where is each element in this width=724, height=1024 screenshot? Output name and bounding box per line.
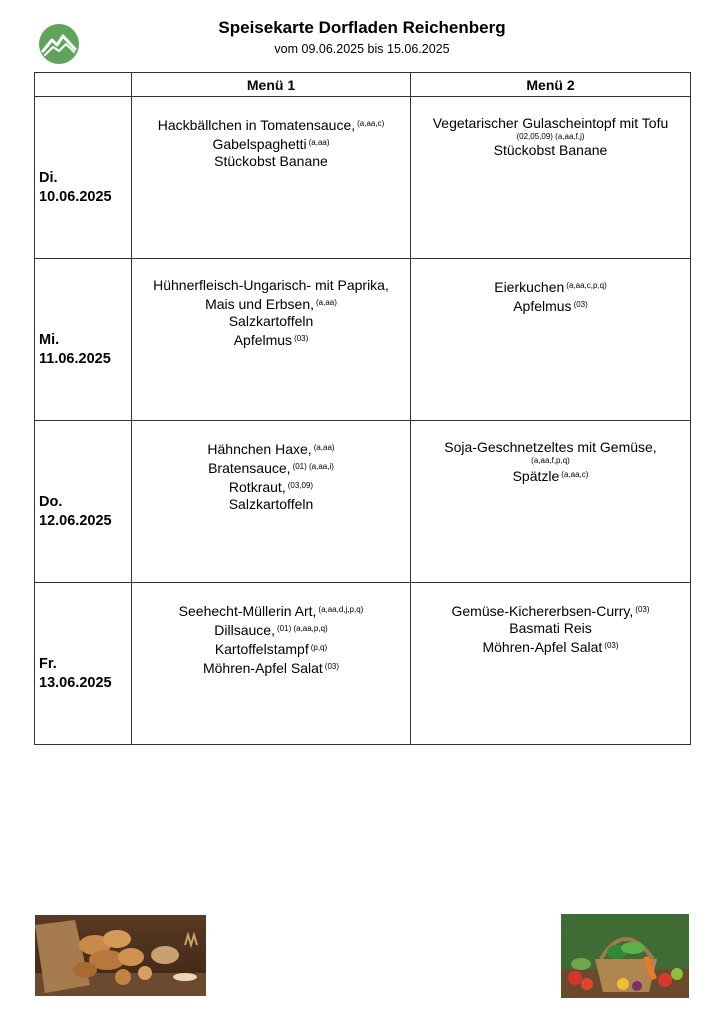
day-cell [35, 583, 132, 745]
allergen-codes: (a,aa,f,p,q) [531, 456, 570, 465]
weekday-label: Di. [39, 169, 58, 186]
allergen-codes: (a,aa,c) [357, 119, 385, 128]
dish-line [132, 153, 410, 170]
dish-line [411, 142, 690, 159]
dish-line [411, 637, 690, 656]
dish-line [411, 601, 690, 620]
table-row [35, 97, 691, 259]
date-label: 11.06.2025 [39, 350, 111, 367]
dish-line [132, 115, 410, 134]
dish-line [132, 620, 410, 639]
menu1-cell [132, 97, 411, 259]
dish-name: Vegetarischer Gulascheintopf mit Tofu [432, 115, 669, 131]
date-label: 12.06.2025 [39, 512, 112, 529]
dish-name: Möhren-Apfel Salat [482, 639, 603, 655]
dish-line [411, 466, 690, 485]
dish-name: Seehecht-Müllerin Art, [178, 603, 317, 619]
day-cell [35, 421, 132, 583]
allergen-codes: (01) (a,aa,i) [292, 462, 334, 471]
dish-name: Hähnchen Haxe, [207, 441, 312, 457]
allergen-codes: (03) [573, 300, 588, 309]
dish-line [132, 313, 410, 330]
allergen-codes: (a,aa,d,j,p,q) [318, 605, 364, 614]
menu2-cell [411, 421, 691, 583]
dish-name: Stückobst Banane [493, 142, 608, 158]
allergen-codes: (a,aa,c,p,q) [566, 281, 607, 290]
date-label: 10.06.2025 [39, 188, 112, 205]
menu1-cell [132, 421, 411, 583]
table-row [35, 421, 691, 583]
dish-name: Hühnerfleisch-Ungarisch- mit Paprika, [153, 277, 389, 293]
dish-line [132, 458, 410, 477]
dish-line [132, 294, 410, 313]
dish-name: Apfelmus [513, 298, 572, 314]
header-menu1: Menü 1 [132, 73, 411, 97]
allergen-codes: (03) [635, 605, 650, 614]
menu-table [34, 72, 691, 745]
dish-line [411, 296, 690, 315]
dish-line [411, 132, 690, 142]
allergen-codes: (02,05,09) (a,aa,f,j) [516, 132, 585, 141]
dish-name: Eierkuchen [494, 279, 565, 295]
dish-line [411, 439, 690, 456]
allergen-codes: (03) [294, 334, 309, 343]
weekday-label: Fr. [39, 655, 57, 672]
weekday-label: Mi. [39, 331, 60, 348]
dish-line [132, 134, 410, 153]
dish-name: Spätzle [512, 468, 560, 484]
menu2-cell [411, 259, 691, 421]
dish-name: Gabelspaghetti [212, 136, 307, 152]
date-range: vom 09.06.2025 bis 15.06.2025 [274, 42, 450, 56]
menu1-cell [132, 259, 411, 421]
dish-line [132, 330, 410, 349]
dish-name: Möhren-Apfel Salat [202, 660, 323, 676]
dish-name: Salzkartoffeln [228, 496, 314, 512]
allergen-codes: (03) [604, 641, 619, 650]
dish-line [132, 277, 410, 294]
dish-line [132, 439, 410, 458]
dish-name: Rotkraut, [228, 479, 286, 495]
dish-name: Gemüse-Kichererbsen-Curry, [451, 603, 634, 619]
menu2-cell [411, 583, 691, 745]
dish-name: Dillsauce, [214, 622, 275, 638]
allergen-codes: (01) (a,aa,p,q) [277, 624, 328, 633]
vegetables-photo [561, 914, 689, 998]
allergen-codes: (p,q) [310, 643, 328, 652]
menu1-cell [132, 583, 411, 745]
table-row [35, 583, 691, 745]
day-cell [35, 97, 132, 259]
allergen-codes: (03,09) [287, 481, 314, 490]
table-header-row [35, 73, 691, 97]
dish-line [132, 658, 410, 677]
dish-name: Soja-Geschnetzeltes mit Gemüse, [444, 439, 657, 455]
dish-name: Bratensauce, [208, 460, 291, 476]
menu2-cell [411, 97, 691, 259]
dish-name: Kartoffelstampf [214, 641, 309, 657]
dish-line [411, 277, 690, 296]
allergen-codes: (a,aa) [313, 443, 335, 452]
dish-line [411, 115, 690, 132]
dish-line [411, 456, 690, 466]
allergen-codes: (a,aa) [316, 298, 337, 307]
bread-photo [35, 915, 206, 996]
dish-name: Basmati Reis [509, 620, 592, 636]
header-day-cell [35, 73, 132, 97]
dish-name: Apfelmus [233, 332, 293, 348]
page-title: Speisekarte Dorfladen Reichenberg [218, 18, 506, 37]
allergen-codes: (a,aa,c) [561, 470, 589, 479]
day-cell [35, 259, 132, 421]
dish-name: Salzkartoffeln [228, 313, 314, 329]
allergen-codes: (03) [324, 662, 340, 671]
weekday-label: Do. [39, 493, 63, 510]
dish-line [132, 601, 410, 620]
dish-line [411, 620, 690, 637]
dish-name: Hackbällchen in Tomatensauce, [157, 117, 356, 133]
dish-name: Stückobst Banane [214, 153, 328, 169]
date-label: 13.06.2025 [39, 674, 112, 691]
dish-line [132, 639, 410, 658]
dish-line [132, 496, 410, 513]
allergen-codes: (a,aa) [308, 138, 330, 147]
dish-line [132, 477, 410, 496]
table-row [35, 259, 691, 421]
dish-name: Mais und Erbsen, [205, 296, 315, 312]
header-menu2: Menü 2 [411, 73, 691, 97]
